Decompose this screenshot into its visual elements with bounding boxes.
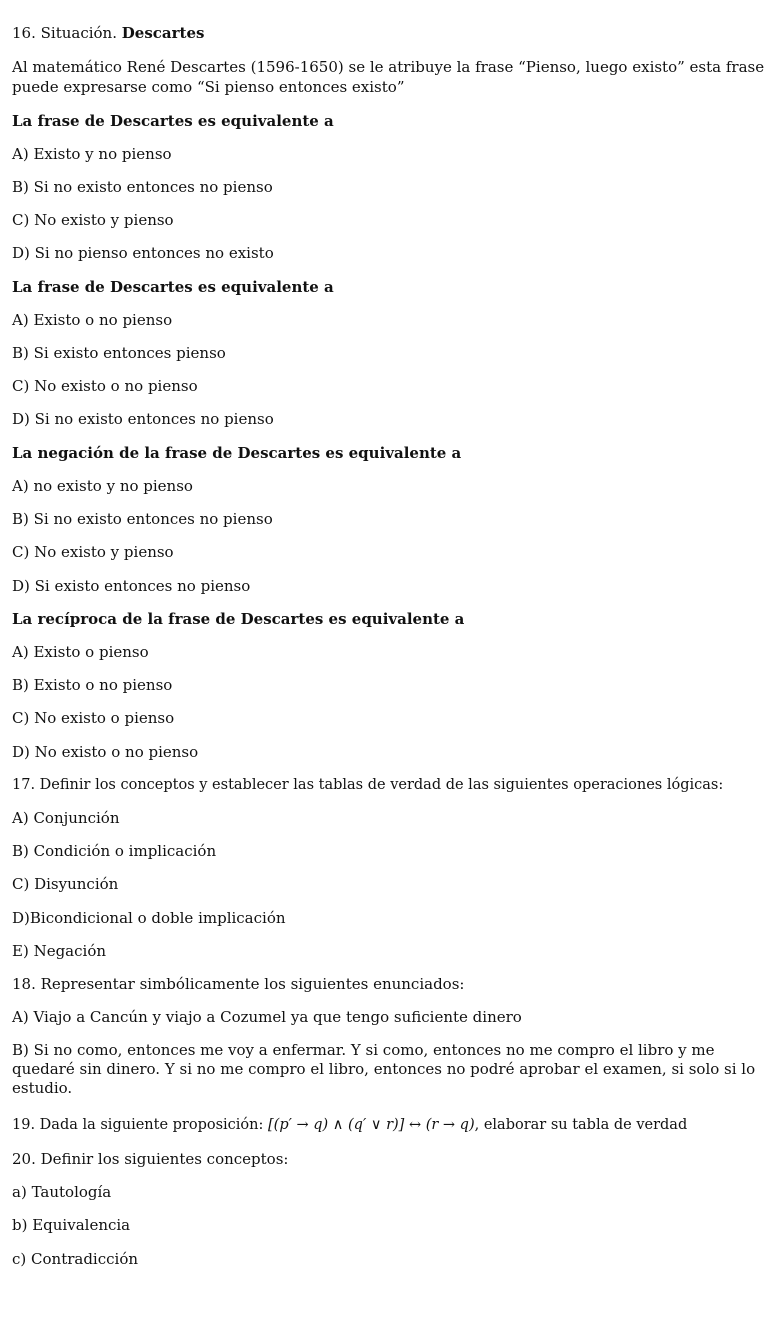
question-18-item-a: A) Viajo a Cancún y viajo a Cozumel ya que tengo suficiente dinero — [12, 1008, 522, 1026]
question-19-formula: [(p′ → q) ∧ (q′ ∨ r)] ↔ (r → q) — [268, 1117, 475, 1133]
question-19-prefix: 19. Dada la siguiente proposición: — [12, 1117, 264, 1133]
question-20-text: 20. Definir los siguientes conceptos: — [12, 1150, 289, 1168]
question-18-text: 18. Representar simbólicamente los siguientes enunciados: — [12, 975, 465, 993]
block-3-heading: La negación de la frase de Descartes es equivalente a — [12, 444, 462, 462]
question-19-suffix: , elaborar su tabla de verdad — [474, 1117, 688, 1133]
block-1-option-c: C) No existo y pienso — [12, 211, 174, 229]
block-1-heading: La frase de Descartes es equivalente a — [12, 112, 334, 130]
question-17-item-c: C) Disyunción — [12, 875, 119, 893]
block-2-option-a: A) Existo o no pienso — [12, 311, 173, 329]
block-3-option-a: A) no existo y no pienso — [12, 477, 193, 495]
block-2-heading: La frase de Descartes es equivalente a — [12, 278, 334, 296]
question-17-item-a: A) Conjunción — [12, 809, 120, 827]
block-3-option-c: C) No existo y pienso — [12, 543, 174, 561]
question-20-item-a: a) Tautología — [12, 1183, 112, 1201]
block-4-option-c: C) No existo o pienso — [12, 709, 175, 727]
block-2-option-c: C) No existo o no pienso — [12, 377, 198, 395]
question-19-text — [12, 1115, 768, 1135]
block-4-option-d: D) No existo o no pienso — [12, 743, 199, 761]
block-1-option-d: D) Si no pienso entonces no existo — [12, 244, 274, 262]
block-1-option-b: B) Si no existo entonces no pienso — [12, 178, 273, 196]
question-17-item-d: D)Bicondicional o doble implicación — [12, 909, 286, 927]
question-number: 16. Situación. — [12, 24, 117, 42]
block-3-option-d: D) Si existo entonces no pienso — [12, 577, 251, 595]
question-18-item-b: B) Si no como, entonces me voy a enfermar. Y si como, entonces no me compro el libro y me quedaré sin dinero. Y si no me compro el libro, entonces no podré aprobar el examen, si solo si lo estudio. — [12, 1041, 756, 1097]
question-title: Descartes — [121, 24, 205, 42]
block-4-option-a: A) Existo o pienso — [12, 643, 149, 661]
block-2-option-d: D) Si no existo entonces no pienso — [12, 410, 274, 428]
question-20-item-b: b) Equivalencia — [12, 1216, 131, 1234]
question-16-title — [12, 23, 768, 43]
block-3-option-b: B) Si no existo entonces no pienso — [12, 510, 273, 528]
block-4-heading: La recíproca de la frase de Descartes es equivalente a — [12, 610, 465, 628]
question-17-text: 17. Definir los conceptos y establecer las tablas de verdad de las siguientes operaciones lógicas: — [12, 777, 724, 793]
question-20-item-c: c) Contradicción — [12, 1250, 139, 1268]
question-17-item-e: E) Negación — [12, 942, 107, 960]
question-16-intro: Al matemático René Descartes (1596-1650) se le atribuye la frase “Pienso, luego existo” esta frase puede expresarse como “Si pienso entonces existo” — [12, 58, 765, 96]
question-17-item-b: B) Condición o implicación — [12, 842, 217, 860]
block-2-option-b: B) Si existo entonces pienso — [12, 344, 226, 362]
block-4-option-b: B) Existo o no pienso — [12, 676, 173, 694]
block-1-option-a: A) Existo y no pienso — [12, 145, 172, 163]
